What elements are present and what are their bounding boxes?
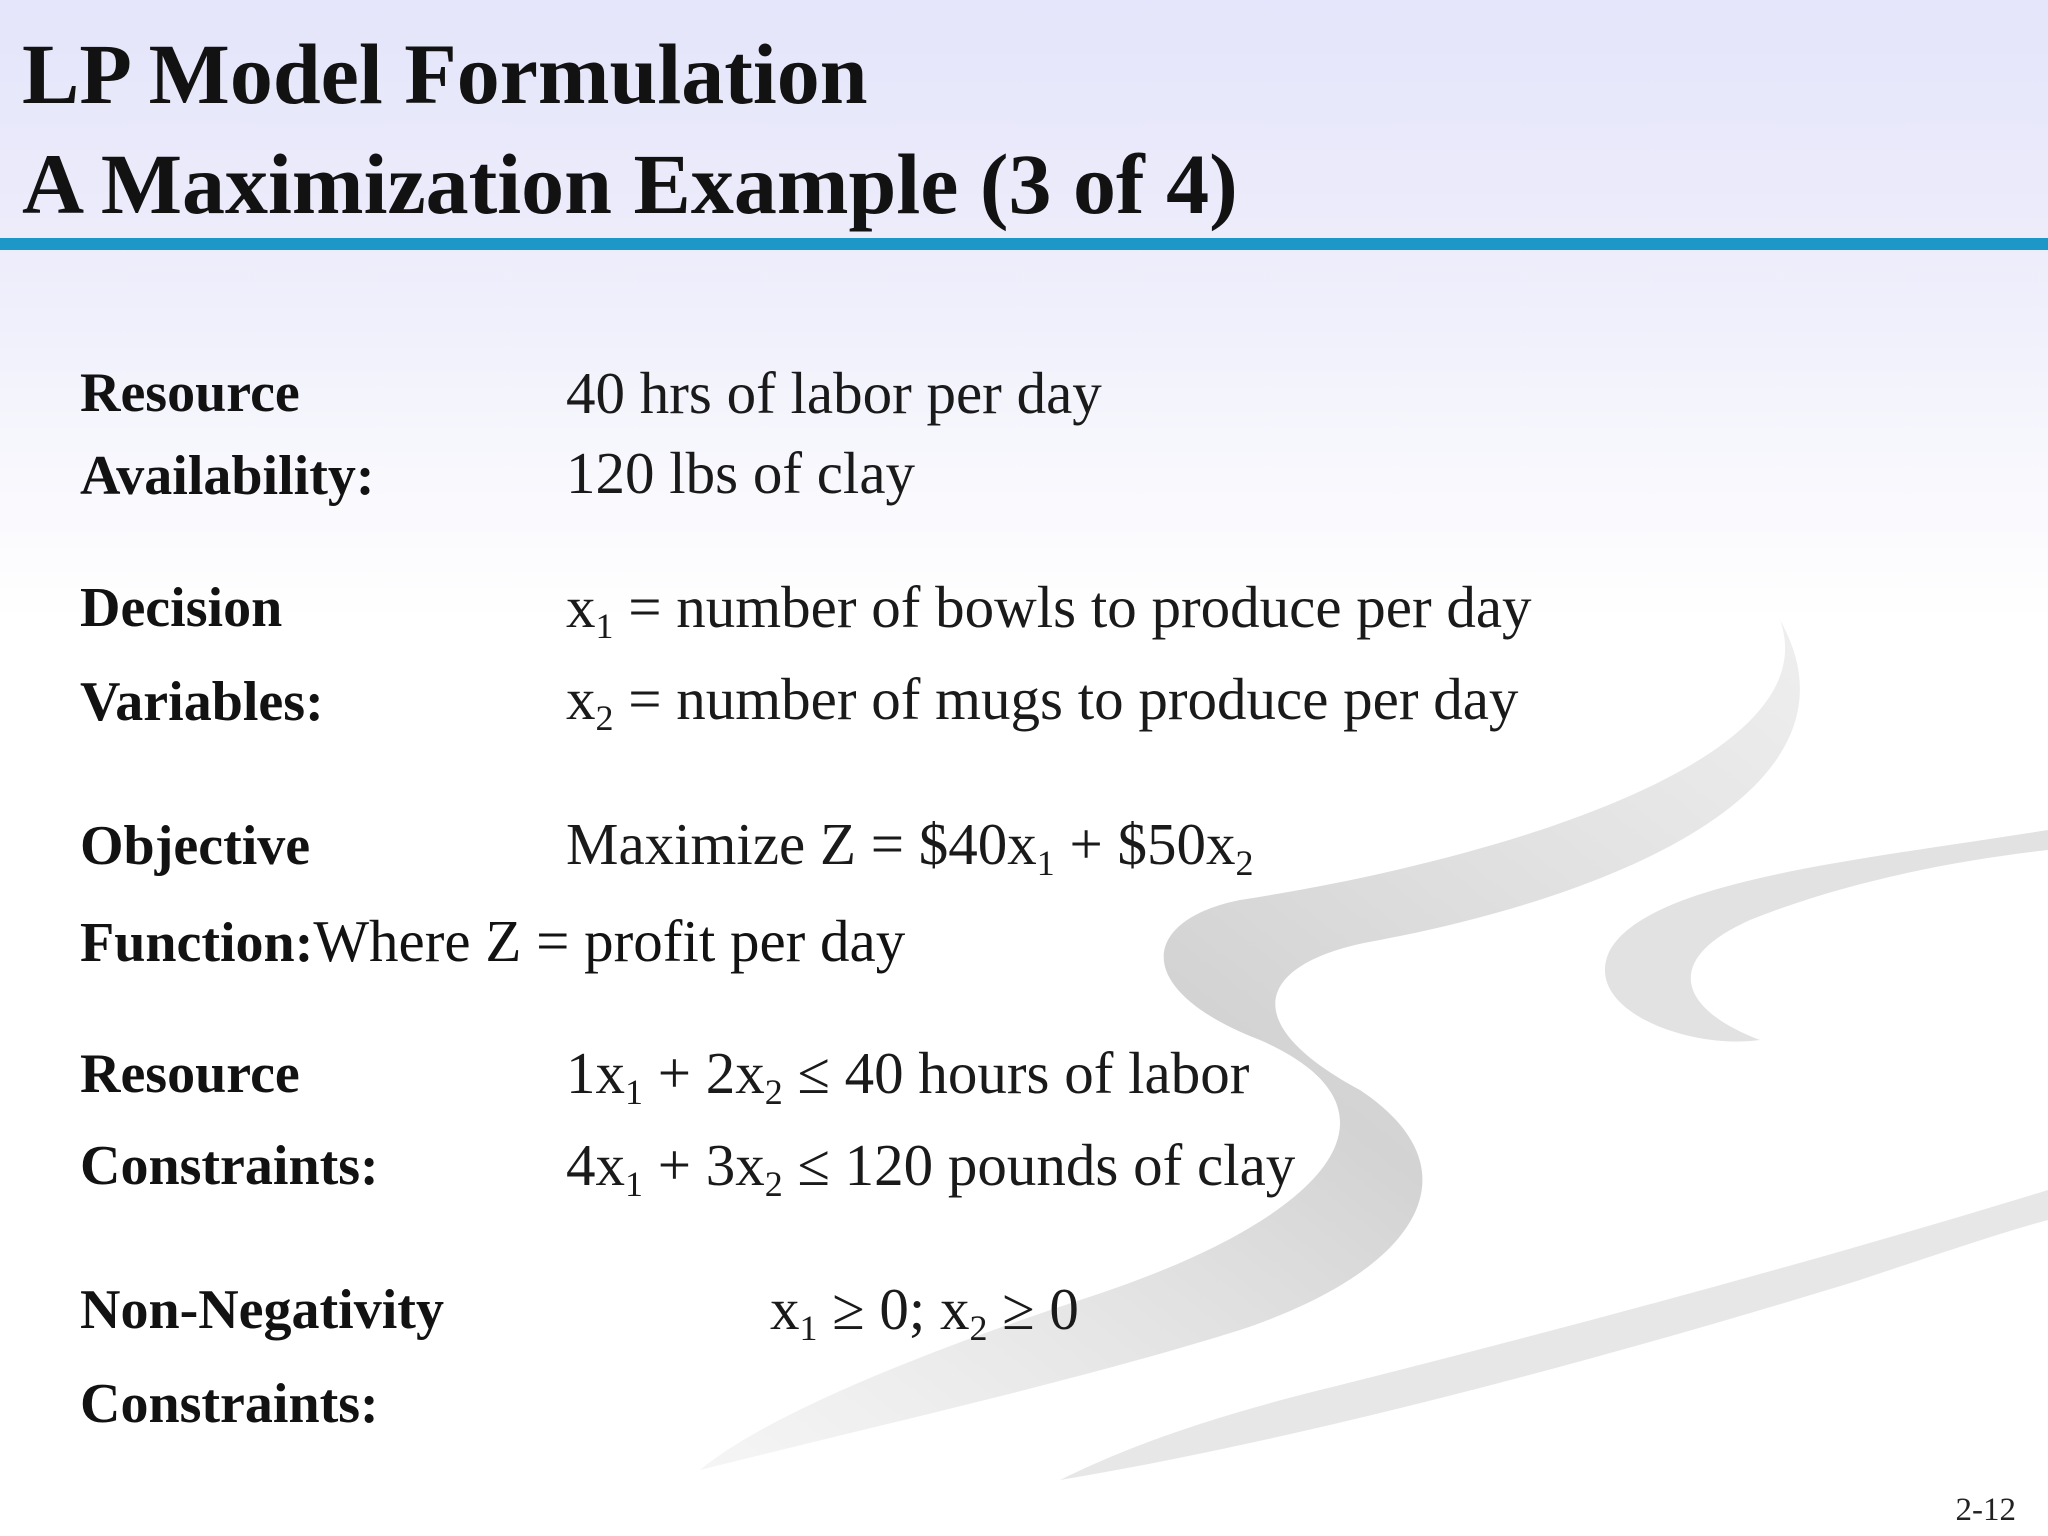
labor-constraint: $1x_1 + 2x_2 \le 40$ hours of labor	[566, 1040, 1250, 1112]
resource-constraints-label-2: Constraints:	[80, 1135, 379, 1197]
clay-constraint: $4x_1 + 3x_2 \le 120$ pounds of clay	[566, 1132, 1296, 1204]
nonnegativity-constraint: $x_1 \ge 0$; $x_2 \ge 0$	[770, 1276, 1079, 1348]
decision-variable-2-definition: $x_2$ = number of mugs to produce per day	[566, 666, 1519, 738]
nonnegativity-label-2: Constraints:	[80, 1373, 379, 1435]
resource-availability-label-1: Resource	[80, 362, 300, 424]
title-line-1: LP Model Formulation	[22, 26, 868, 122]
resource-availability-value-2: 120 lbs of clay	[566, 440, 916, 506]
resource-availability-value-1: 40 hrs of labor per day	[566, 360, 1102, 426]
page-number: 2-12	[1955, 1492, 2016, 1528]
decision-variable-1-definition: $x_1$ = number of bowls to produce per day	[566, 574, 1532, 646]
decision-variables-label-2: Variables:	[80, 671, 324, 733]
title-line-2: A Maximization Example (3 of 4)	[22, 136, 1238, 232]
objective-function-where-note: Where Z = profit per day	[313, 908, 906, 974]
objective-function-expression: Maximize $Z = \$40x_1$ + $\$50x_2$	[566, 811, 1254, 883]
objective-function-label-2: Function:Where Z = profit per day	[80, 908, 906, 974]
decision-variables-label-1: Decision	[80, 577, 283, 639]
objective-function-label-1: Objective	[80, 815, 311, 877]
nonnegativity-label-1: Non-Negativity	[80, 1279, 444, 1341]
resource-availability-label-2: Availability:	[80, 445, 375, 507]
title-underline-rule	[0, 238, 2048, 250]
resource-constraints-label-1: Resource	[80, 1043, 300, 1105]
